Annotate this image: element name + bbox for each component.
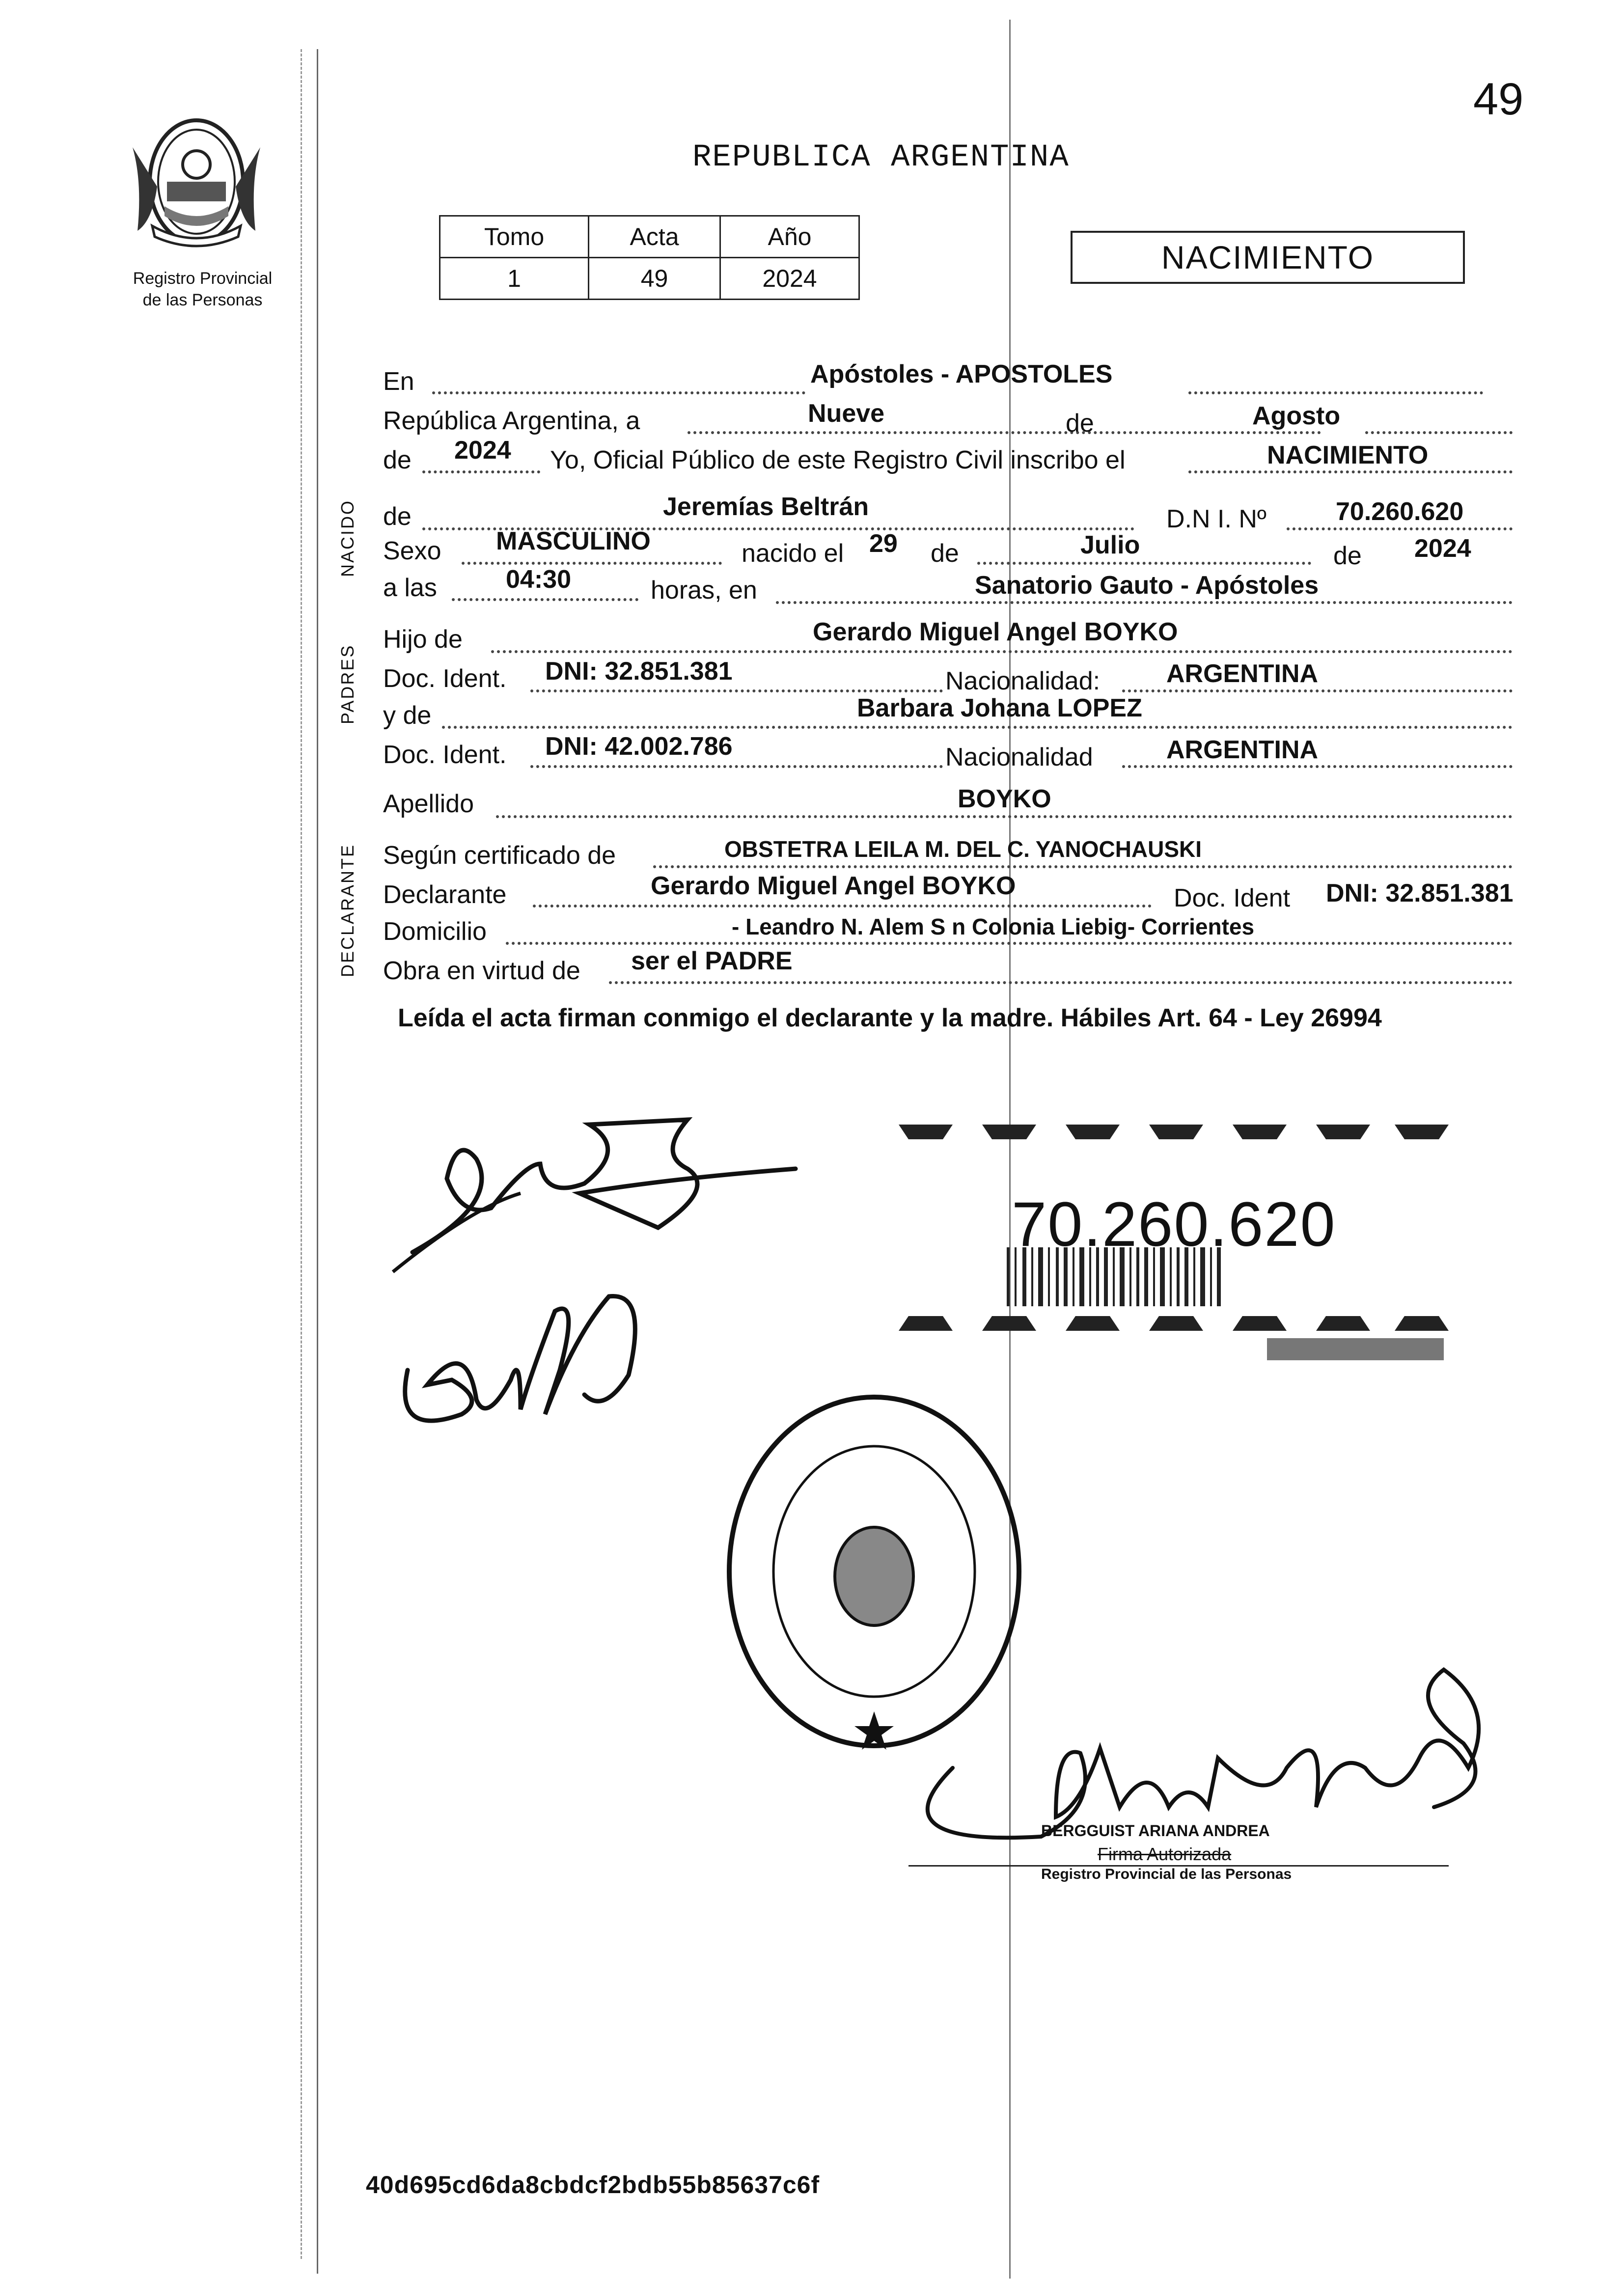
declarant-signature (373, 1105, 845, 1292)
birth-year-value: 2024 (1414, 534, 1471, 563)
label-a-las: a las (383, 574, 437, 602)
header-anio: Año (720, 216, 859, 258)
father-name-value: Gerardo Miguel Angel BOYKO (813, 618, 1178, 646)
label-apellido: Apellido (383, 790, 474, 818)
birth-month-value: Julio (1080, 531, 1140, 559)
label-doc-ident-2: Doc. Ident. (383, 741, 507, 769)
day-value: Nueve (808, 399, 885, 428)
label-doc-ident-1: Doc. Ident. (383, 664, 507, 693)
barcode-number: 70.260.620 (1012, 1189, 1336, 1260)
signatory-org: Registro Provincial de las Personas (1041, 1866, 1292, 1882)
address-value: - Leandro N. Alem S n Colonia Liebig- Corrientes (732, 914, 1255, 939)
logo-caption-line1: Registro Provincial (133, 269, 273, 288)
declarant-doc-value: DNI: 32.851.381 (1326, 879, 1514, 907)
birth-place-value: Sanatorio Gauto - Apóstoles (975, 571, 1319, 600)
misiones-coat-of-arms-icon (123, 108, 270, 255)
mother-signature (373, 1277, 678, 1483)
place-value: Apóstoles - APOSTOLES (810, 360, 1113, 388)
side-label-nacido: NACIDO (337, 499, 358, 577)
label-de-1: de (1066, 409, 1094, 438)
label-sexo: Sexo (383, 537, 441, 565)
declarant-value: Gerardo Miguel Angel BOYKO (651, 872, 1016, 900)
label-hijo-de: Hijo de (383, 625, 463, 654)
label-republica: República Argentina, a (383, 407, 640, 435)
mother-doc-value: DNI: 42.002.786 (545, 732, 733, 761)
value-anio: 2024 (720, 258, 859, 300)
closing-statement: Leída el acta firman conmigo el declarante y la madre. Hábiles Art. 64 - Ley 26994 (398, 1004, 1382, 1032)
value-acta: 49 (589, 258, 720, 300)
label-oficial: Yo, Oficial Público de este Registro Civil inscribo el (550, 446, 1126, 474)
label-de-4: de (931, 539, 959, 568)
page-number: 49 (1473, 74, 1524, 124)
label-de-5: de (1333, 542, 1362, 570)
side-label-padres: PADRES (337, 644, 358, 724)
label-doc-ident-3: Doc. Ident (1174, 884, 1291, 912)
punch-line (301, 49, 302, 2259)
value-tomo: 1 (440, 258, 589, 300)
sex-value: MASCULINO (496, 527, 651, 555)
label-nacionalidad-2: Nacionalidad (945, 743, 1093, 771)
capacity-value: ser el PADRE (631, 947, 793, 975)
label-de-2: de (383, 446, 412, 474)
certificate-value: OBSTETRA LEILA M. DEL C. YANOCHAUSKI (724, 836, 1202, 862)
child-name-value: Jeremías Beltrán (663, 493, 869, 521)
header-acta: Acta (589, 216, 720, 258)
signatory-role: Firma Autorizada (1098, 1844, 1232, 1864)
birth-day-value: 29 (869, 529, 898, 558)
label-y-de: y de (383, 701, 432, 730)
label-nacido-el: nacido el (742, 539, 844, 568)
label-segun: Según certificado de (383, 841, 616, 870)
label-nacionalidad-1: Nacionalidad: (945, 667, 1101, 695)
side-label-declarante: DECLARANTE (337, 843, 358, 977)
year-value: 2024 (454, 436, 511, 465)
margin-line (317, 49, 318, 2274)
act-value: NACIMIENTO (1267, 441, 1429, 469)
month-value: Agosto (1252, 402, 1341, 430)
label-dni: D.N I. Nº (1166, 505, 1266, 533)
label-obra: Obra en virtud de (383, 957, 580, 985)
label-domicilio: Domicilio (383, 917, 487, 946)
mother-name-value: Barbara Johana LOPEZ (857, 694, 1142, 722)
logo-caption-line2: de las Personas (142, 291, 263, 309)
country-title: REPUBLICA ARGENTINA (692, 140, 1070, 175)
header-tomo: Tomo (440, 216, 589, 258)
record-table (439, 215, 860, 300)
father-doc-value: DNI: 32.851.381 (545, 657, 733, 686)
label-horas-en: horas, en (651, 576, 757, 605)
record-type-box: NACIMIENTO (1071, 231, 1465, 284)
document-hash: 40d695cd6da8cbdcf2bdb55b85637c6f (366, 2171, 820, 2199)
signatory-name: BERGGUIST ARIANA ANDREA (1041, 1822, 1270, 1840)
birth-time-value: 04:30 (506, 565, 571, 594)
label-de-3: de (383, 502, 412, 531)
label-declarante: Declarante (383, 880, 507, 909)
father-nationality-value: ARGENTINA (1166, 660, 1319, 688)
mother-nationality-value: ARGENTINA (1166, 736, 1319, 764)
child-dni-value: 70.260.620 (1336, 497, 1464, 526)
label-en: En (383, 367, 414, 396)
surname-value: BOYKO (958, 785, 1051, 813)
logo-caption (110, 268, 295, 311)
